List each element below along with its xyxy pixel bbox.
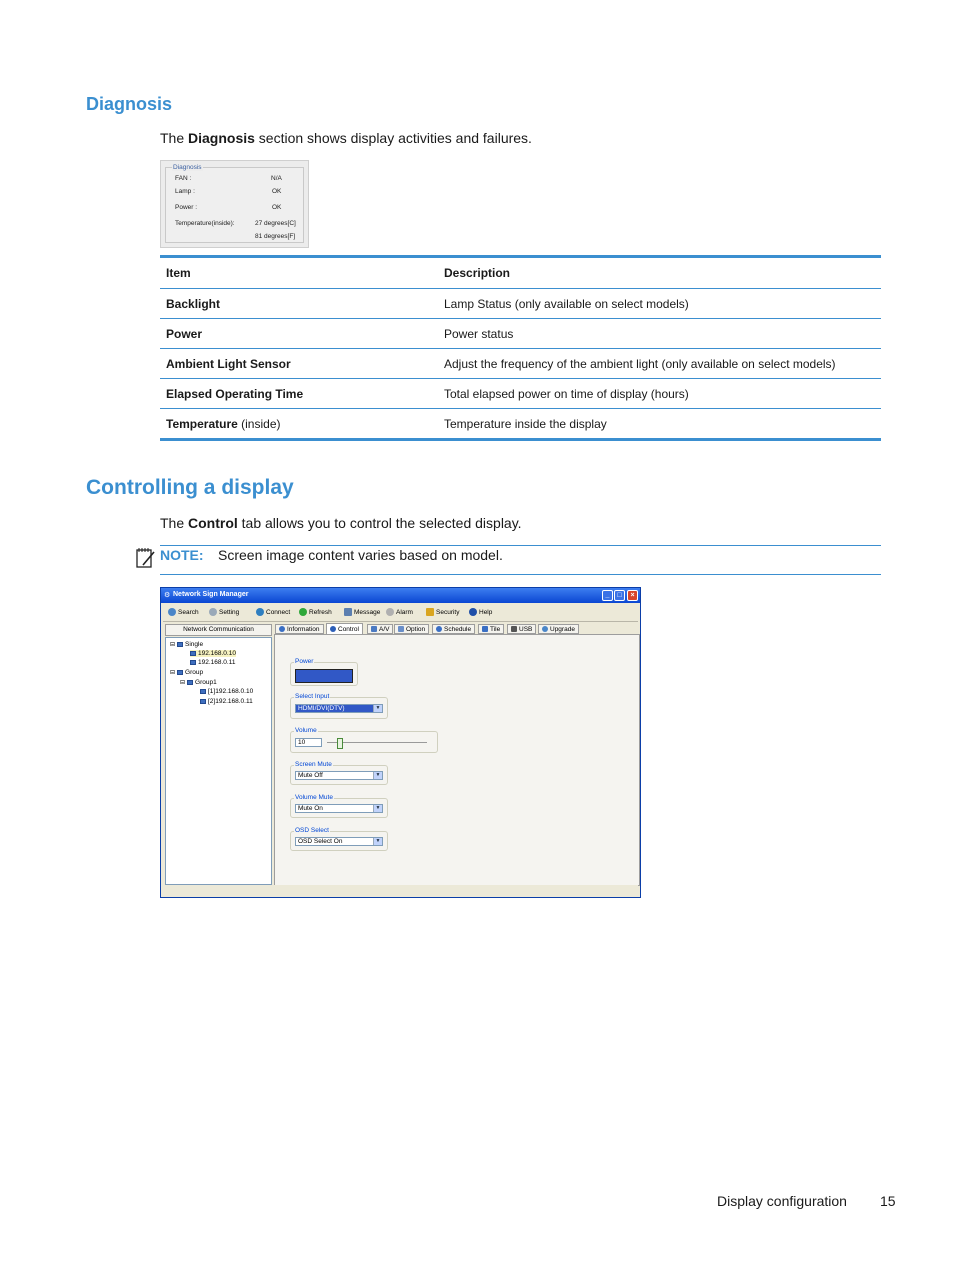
tab-schedule[interactable]: Schedule [432, 624, 475, 634]
note-icon [135, 546, 157, 570]
collapse-icon: ⊟ [170, 670, 176, 676]
tab-tile[interactable]: Tile [478, 624, 504, 634]
minimize-icon[interactable]: _ [602, 590, 613, 601]
tree-node-device-selected[interactable]: 192.168.0.10 [190, 650, 236, 657]
tree-node-group1[interactable]: ⊟ Group1 [180, 679, 217, 686]
tab-option[interactable]: Option [394, 624, 429, 634]
collapse-icon: ⊟ [170, 642, 176, 648]
diag-value: 27 degrees[C] [255, 220, 296, 227]
setting-button[interactable]: Setting [209, 608, 239, 616]
item-name: Elapsed Operating Time [166, 386, 304, 401]
item-name: Power [166, 326, 203, 341]
diag-label: Lamp : [175, 188, 195, 195]
chevron-down-icon: ▼ [373, 838, 382, 845]
volume-mute-dropdown[interactable]: Mute On ▼ [295, 804, 383, 813]
volume-mute-label: Volume Mute [295, 794, 333, 801]
select-input-dropdown[interactable]: HDMI/DVI(DTV) ▼ [295, 704, 383, 713]
table-row [160, 379, 881, 409]
window-title: Network Sign Manager [173, 591, 249, 598]
volume-input[interactable]: 10 [295, 738, 322, 747]
diag-label: FAN : [175, 175, 192, 182]
item-description: Lamp Status (only available on select models) [438, 289, 881, 319]
schedule-icon [436, 626, 442, 632]
alarm-icon [386, 608, 394, 616]
diag-value: OK [272, 204, 282, 211]
column-header-item: Item [160, 257, 438, 289]
chevron-down-icon: ▼ [373, 805, 382, 812]
diag-value: N/A [271, 175, 282, 182]
section-heading-controlling: Controlling a display [86, 476, 294, 499]
section-heading-diagnosis: Diagnosis [86, 94, 173, 114]
chevron-down-icon: ▼ [373, 705, 382, 712]
table-row [160, 319, 881, 349]
diagnosis-group [165, 164, 304, 243]
table-header-row [160, 257, 881, 289]
tab-control[interactable]: Control [326, 623, 363, 634]
power-label: Power [295, 658, 314, 665]
tab-usb[interactable]: USB [507, 624, 536, 634]
note-bottom-rule [160, 574, 881, 575]
select-input-group [290, 693, 388, 719]
monitor-icon [177, 642, 183, 647]
monitor-icon [190, 660, 196, 665]
tree-node-group[interactable]: ⊟ Group [170, 669, 204, 676]
volume-group [290, 727, 438, 753]
tree-node-device[interactable]: 192.168.0.11 [190, 659, 235, 666]
screen-mute-label: Screen Mute [295, 761, 332, 768]
maximize-icon[interactable]: □ [614, 590, 625, 601]
tile-icon [482, 626, 488, 632]
volume-mute-group [290, 794, 388, 818]
diagnosis-screenshot [160, 160, 309, 248]
option-icon [398, 626, 404, 632]
monitor-icon [200, 689, 206, 694]
screen-mute-group [290, 761, 388, 785]
status-bar [163, 885, 638, 895]
toolbar [163, 604, 638, 622]
group-icon [177, 670, 183, 675]
network-sign-manager-window [160, 587, 641, 898]
setting-icon [209, 608, 217, 616]
message-icon [344, 608, 352, 616]
device-tree [165, 637, 272, 885]
connect-button[interactable]: Connect [256, 608, 290, 616]
search-button[interactable]: Search [168, 608, 199, 616]
information-icon [279, 626, 285, 632]
item-description: Temperature inside the display [438, 409, 881, 440]
av-icon [371, 626, 377, 632]
chevron-down-icon: ▼ [373, 772, 382, 779]
diagnosis-intro: The Diagnosis section shows display activities and failures. [160, 130, 532, 146]
control-panel [274, 634, 640, 886]
diag-label: Temperature(inside): [175, 220, 235, 227]
app-icon: ⚙ [164, 592, 171, 599]
item-description: Total elapsed power on time of display (hours) [438, 379, 881, 409]
item-description: Power status [438, 319, 881, 349]
item-name: Ambient Light Sensor [166, 356, 291, 371]
tree-node-device[interactable]: [2]192.168.0.11 [200, 698, 253, 705]
network-pane [165, 624, 272, 885]
collapse-icon: ⊟ [180, 680, 186, 686]
control-icon [330, 626, 336, 632]
table-row [160, 289, 881, 319]
diagnosis-legend: Diagnosis [173, 164, 202, 171]
help-button[interactable]: Help [469, 608, 492, 616]
tab-upgrade[interactable]: Upgrade [538, 624, 579, 634]
note-label: NOTE: [160, 547, 204, 563]
search-icon [168, 608, 176, 616]
help-icon [469, 608, 477, 616]
alarm-button[interactable]: Alarm [386, 608, 413, 616]
volume-slider-handle[interactable] [337, 738, 343, 749]
power-group [290, 658, 358, 686]
upgrade-icon [542, 626, 548, 632]
note-top-rule [160, 545, 881, 546]
lock-icon [426, 608, 434, 616]
tab-av[interactable]: A/V [367, 624, 393, 634]
tree-node-device[interactable]: [1]192.168.0.10 [200, 688, 253, 695]
diag-value: OK [272, 188, 282, 195]
diag-label: Power : [175, 204, 198, 211]
refresh-icon [299, 608, 307, 616]
footer-section-title: Display configuration [717, 1193, 847, 1209]
item-description: Adjust the frequency of the ambient light (only available on select models) [438, 349, 881, 379]
tree-node-single[interactable]: ⊟ Single [170, 641, 204, 648]
item-name: Temperature [166, 416, 238, 431]
connect-icon [256, 608, 264, 616]
monitor-icon [200, 699, 206, 704]
page-number: 15 [880, 1193, 896, 1209]
window-titlebar [161, 588, 640, 603]
diagnosis-table [160, 255, 881, 441]
power-button[interactable] [295, 669, 353, 683]
select-input-label: Select Input [295, 693, 330, 700]
usb-icon [511, 626, 517, 632]
osd-select-label: OSD Select [295, 827, 329, 834]
item-name: Backlight [166, 296, 221, 311]
close-icon[interactable]: × [627, 590, 638, 601]
table-row: Temperature (inside) Temperature inside the display [160, 409, 881, 440]
screen-mute-dropdown[interactable]: Mute Off ▼ [295, 771, 383, 780]
monitor-icon [190, 651, 196, 656]
column-header-description: Description [438, 257, 881, 289]
table-row [160, 349, 881, 379]
controlling-intro: The Control tab allows you to control the selected display. [160, 515, 522, 531]
diag-value: 81 degrees[F] [255, 233, 296, 240]
network-communication-header[interactable]: Network Communication [165, 624, 272, 636]
osd-select-dropdown[interactable]: OSD Select On ▼ [295, 837, 383, 846]
message-button[interactable]: Message [344, 608, 380, 616]
note-text: Screen image content varies based on model. [218, 547, 503, 563]
security-button[interactable]: Security [426, 608, 459, 616]
group-icon [187, 680, 193, 685]
tab-information[interactable]: Information [275, 624, 324, 634]
osd-select-group [290, 827, 388, 851]
refresh-button[interactable]: Refresh [299, 608, 332, 616]
volume-label: Volume [295, 727, 317, 734]
